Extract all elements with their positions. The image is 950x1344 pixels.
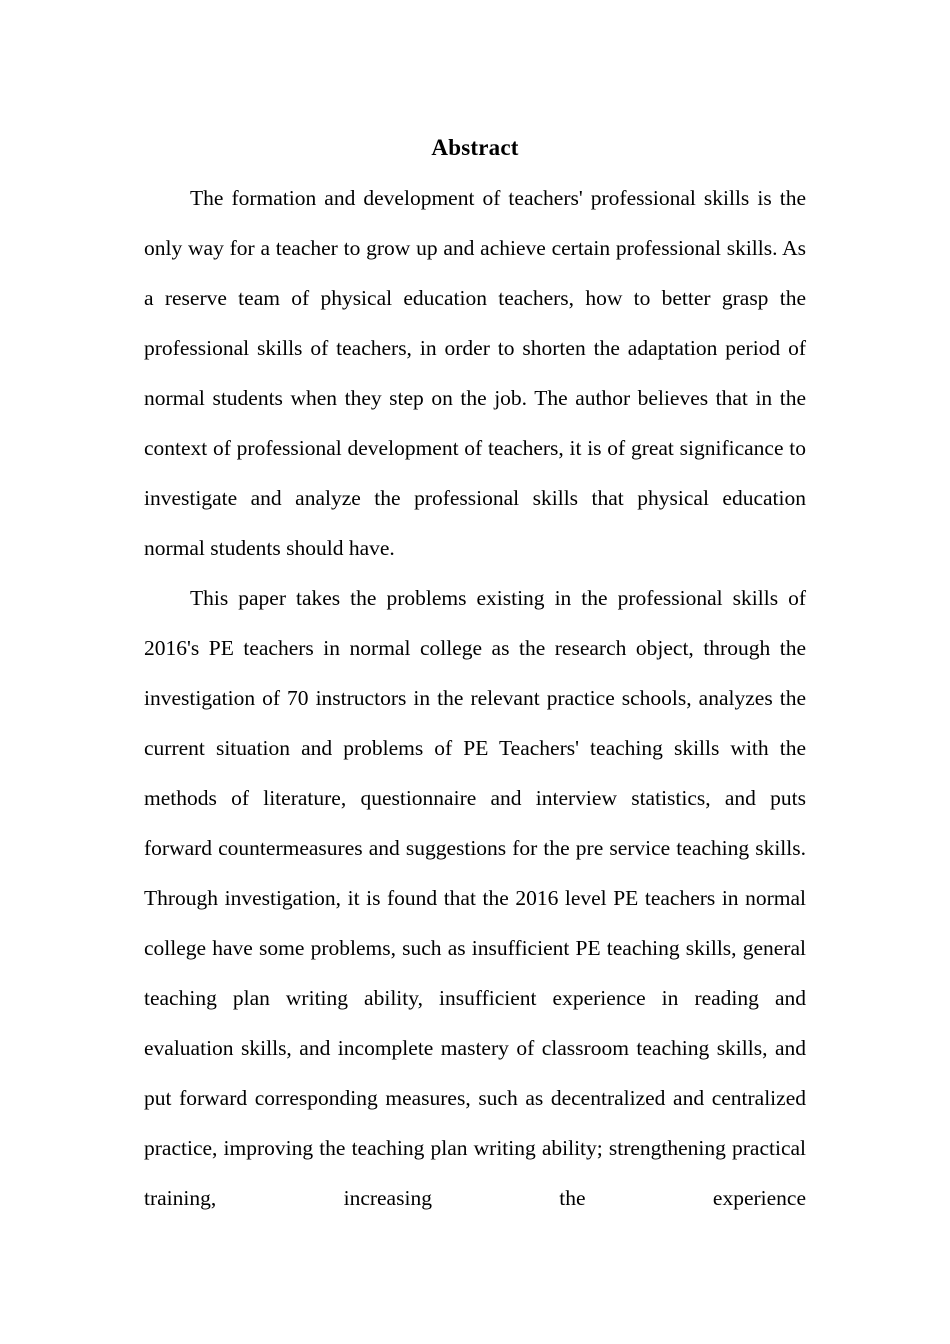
page-title: Abstract [431, 135, 519, 160]
abstract-paragraph-2: This paper takes the problems existing in the professional skills of 2016's PE teachers in normal college as the research object, through the investigation of 70 instructors in the relevant practice schools, analyzes the current situation and problems of PE Teachers' teaching skills with the methods of literature, questionnaire and interview statistics, and puts forward countermeasures and suggestions for the pre service teaching skills. Through investigation, it is found that the 2016 level PE teachers in normal college have some problems, such as insufficient PE teaching skills, general teaching plan writing ability, insufficient experience in reading and evaluation skills, and incomplete mastery of classroom teaching skills, and put forward corresponding measures, such as decentralized and centralized practice, improving the teaching plan writing ability; strengthening practical training, increasing the experience [144, 586, 806, 1210]
abstract-paragraph-1: The formation and development of teachers' professional skills is the only way for a teacher to grow up and achieve certain professional skills. As a reserve team of physical education teachers, how to better grasp the professional skills of teachers, in order to shorten the adaptation period of normal students when they step on the job. The author believes that in the context of professional development of teachers, it is of great significance to investigate and analyze the professional skills that physical education normal students should have. [144, 186, 806, 560]
page-content [144, 0, 806, 1273]
